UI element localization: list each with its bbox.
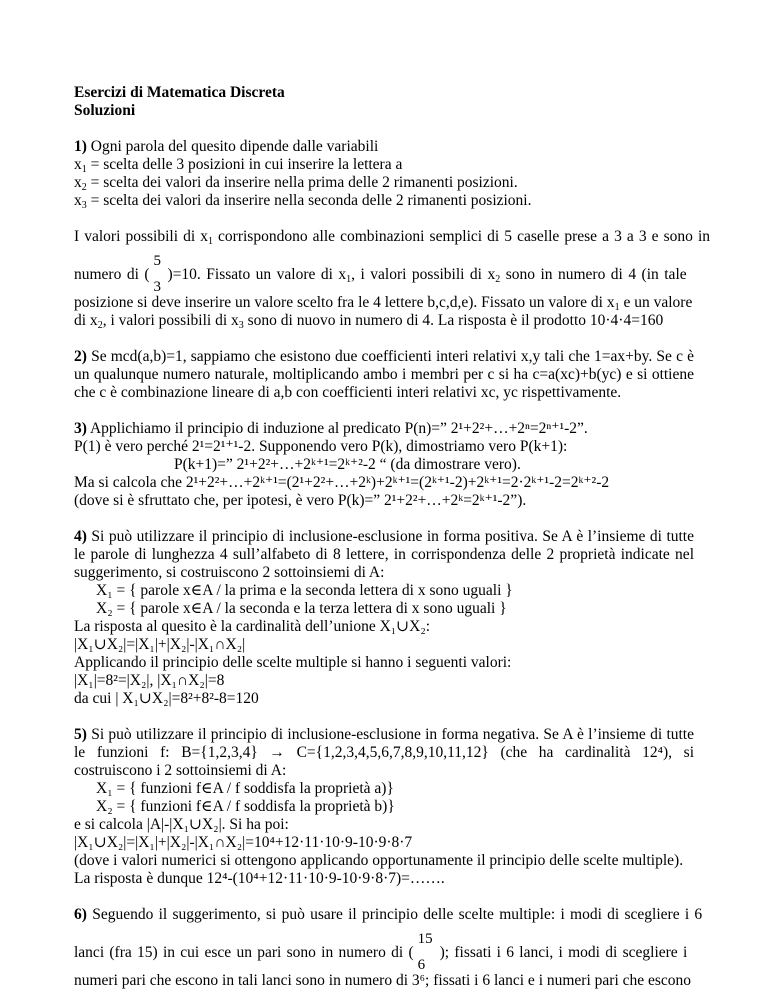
document-page	[74, 84, 711, 990]
exercise-number: 6)	[74, 906, 87, 923]
exercise-number: 5)	[74, 726, 87, 743]
exercise-2: 2) Se mcd(a,b)=1, sappiamo che esistono due coefficienti interi relativi x,y tali che 1=ax+by. Se c è un qualunque numero naturale, moltiplicando ambo i membri per c si ha c=a(xc)+b(yc) e si ottiene che c è combinazione lineare di a,b con coefficienti interi relativi xc, yc rispettivamente.	[74, 348, 694, 401]
exercise-4: 4) Si può utilizzare il principio di inclusione-esclusione in forma positiva. Se A è l’insieme di tutte le parole di lunghezza 4 sull’alfabeto di 8 lettere, in corrispondenza delle 2 proprietà indicate nel suggerimento, si costruiscono 2 sottoinsiemi di A: X₁ = { parole x∈A / la prima e la seconda lettera di x sono uguali } X₂ = { parole x∈A / la seconda e la terza lettera di x sono uguali } La risposta al quesito è la cardinalità dell’unione X₁∪X₂: |X₁∪X₂|=|X₁|+|X₂|-|X₁∩X₂| Applicando il principio delle scelte multiple si hanno i seguenti valori: |X₁|=8²=|X₂|, |X₁∩X₂|=8 da cui | X₁∪X₂|=8²+8²-8=120	[74, 528, 694, 707]
exercise-1: 1) Ogni parola del quesito dipende dalle variabili $x_1$ = scelta delle 3 posizioni in cui inserire la lettera a $x_2$ = scelta dei valori da inserire nella prima delle 2 rimanenti posizioni. $x_3$ = scelta dei valori da inserire nella seconda delle 2 rimanenti posizioni. I valori possibili di $x_1$ corrispondono alle combinazioni semplici di 5 caselle prese a 3 a 3 e sono in numero di ( 5 3 )=10. Fissato un valore di $x_1$, i valori possibili di $x_2$ sono in numero di 4 (in tale posizione si deve inserire un valore scelto fra le 4 lettere b,c,d,e). Fissato un valore di $x_1$ e un valore di $x_2$, i valori possibili di $x_3$ sono di nuovo in numero di 4. La risposta è il prodotto 10·4·4=160	[74, 138, 711, 331]
exercise-3: 3) Applichiamo il principio di induzione al predicato P(n)=” 2¹+2²+…+2ⁿ=2ⁿ⁺¹-2”. P(1) è vero perché 2¹=2¹⁺¹-2. Supponendo vero P(k), dimostriamo vero P(k+1): P(k+1)=” 2¹+2²+…+2ᵏ⁺¹=2ᵏ⁺²-2 “ (da dimostrare vero). Ma si calcola che 2¹+2²+…+2ᵏ⁺¹=(2¹+2²+…+2ᵏ)+2ᵏ⁺¹=(2ᵏ⁺¹-2)+2ᵏ⁺¹=2·2ᵏ⁺¹-2=2ᵏ⁺²-2 (dove si è sfruttato che, per ipotesi, è vero P(k)=” 2¹+2²+…+2ᵏ=2ᵏ⁺¹-2”).	[74, 420, 610, 509]
exercise-5: 5) Si può utilizzare il principio di inclusione-esclusione in forma negativa. Se A è l’insieme di tutte le funzioni f: B={1,2,3,4} → C={1,2,3,4,5,6,7,8,9,10,11,12} (che ha cardinalità 12⁴), si costruiscono i 2 sottoinsiemi di A: X₁ = { funzioni f∈A / f soddisfa la proprietà a)} X₂ = { funzioni f∈A / f soddisfa la proprietà b)} e si calcola |A|-|X₁∪X₂|. Si ha poi: |X₁∪X₂|=|X₁|+|X₂|-|X₁∩X₂|=10⁴+12·11·10·9-10·9·8·7 (dove i valori numerici si ottengono applicando opportunamente il principio delle scelte multiple). La risposta è dunque 12⁴-(10⁴+12·11·10·9-10·9·8·7)=…….	[74, 726, 694, 887]
exercise-number: 2)	[74, 348, 87, 365]
document-title: Esercizi di Matematica Discreta	[74, 84, 285, 101]
binomial: 15 6	[417, 931, 433, 973]
document-subtitle: Soluzioni	[74, 102, 136, 119]
binomial: 5 3	[153, 253, 162, 295]
exercise-number: 3)	[74, 420, 87, 437]
exercise-number: 4)	[74, 528, 87, 545]
exercise-number: 1)	[74, 138, 87, 155]
exercise-6: 6) Seguendo il suggerimento, si può usare il principio delle scelte multiple: i modi di scegliere i 6 lanci (fra 15) in cui esce un pari sono in numero di ( 15 6 ); fissati i 6 lanci, i modi di scegliere i numeri pari che escono in tali lanci sono in numero di 3⁶; fissati i 6 lanci e i numeri pari che escono	[74, 906, 703, 989]
